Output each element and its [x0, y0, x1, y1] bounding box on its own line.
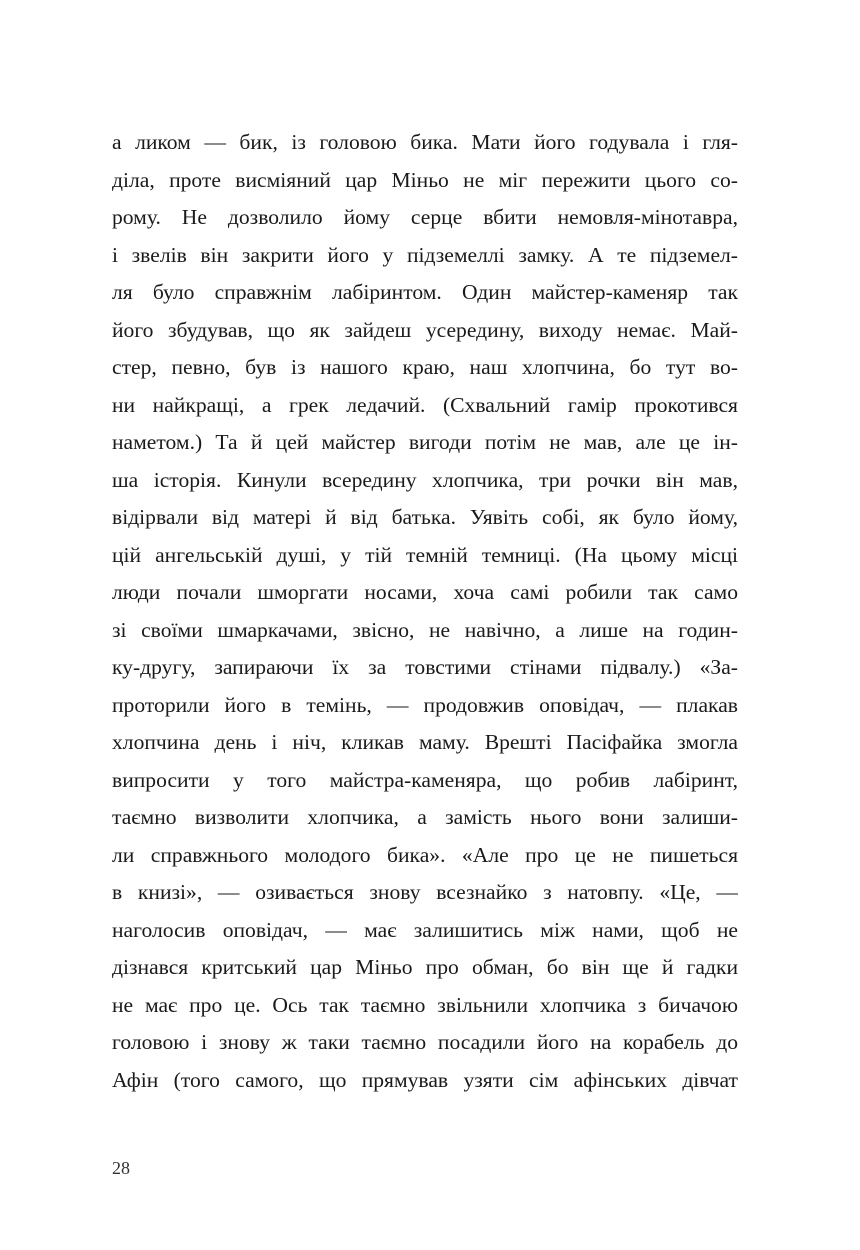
text-line: наголосив оповідач, — має залишитись між нами, щоб не	[112, 917, 738, 942]
text-line: стер, певно, був із нашого краю, наш хлопчина, бо тут во-	[112, 355, 738, 379]
page-number: 28	[112, 1158, 130, 1178]
text-line: Афін (того самого, що прямував узяти сім афінських дівчат	[112, 1067, 738, 1092]
text-line: ни найкращі, а грек ледачий. (Схвальний гамір прокотився	[112, 392, 738, 417]
text-line: дізнався критський цар Міньо про обман, бо він ще й гадки	[112, 955, 738, 979]
body-text	[112, 124, 738, 1099]
text-line: хлопчина день і ніч, кликав маму. Врешті Пасіфайка змогла	[112, 730, 738, 754]
text-line: головою і знову ж таки таємно посадили його на корабель до	[112, 1030, 738, 1054]
text-line: його збудував, що як зайдеш усередину, виходу немає. Май-	[112, 317, 738, 342]
text-line: проторили його в темінь, — продовжив оповідач, — плакав	[112, 692, 738, 717]
text-line: ша історія. Кинули всередину хлопчика, три рочки він мав,	[112, 467, 738, 492]
text-line: в книзі», — озивається знову всезнайко з натовпу. «Це, —	[112, 880, 738, 904]
text-line: ку-другу, запираючи їх за товстими стінами підвалу.) «За-	[112, 655, 738, 679]
text-line: рому. Не дозволило йому серце вбити немовля-мінотавра,	[112, 205, 738, 229]
text-line: таємно визволити хлопчика, а замість нього вони залиши-	[112, 805, 738, 829]
text-line: діла, проте висміяний цар Міньо не міг пережити цього со-	[112, 167, 738, 192]
text-line: ли справжнього молодого бика». «Але про це не пишеться	[112, 842, 738, 867]
text-line: зі своїми шмаркачами, звісно, не навічно, а лише на годин-	[112, 617, 738, 642]
text-line: наметом.) Та й цей майстер вигоди потім не мав, але це ін-	[112, 430, 738, 454]
text-line: і звелів він закрити його у підземеллі замку. А те підземел-	[112, 242, 738, 267]
text-line: ля було справжнім лабіринтом. Один майстер-каменяр так	[112, 280, 738, 304]
text-line: не має про це. Ось так таємно звільнили хлопчика з бичачою	[112, 992, 738, 1017]
text-line: цій ангельській душі, у тій темній темниці. (На цьому місці	[112, 542, 738, 567]
text-line: відірвали від матері й від батька. Уявіть собі, як було йому,	[112, 505, 738, 529]
text-line: випросити у того майстра-каменяра, що робив лабіринт,	[112, 767, 738, 792]
text-line: а ликом — бик, із головою бика. Мати його годувала і гля-	[112, 130, 738, 154]
text-line: люди почали шморгати носами, хоча самі робили так само	[112, 580, 738, 604]
